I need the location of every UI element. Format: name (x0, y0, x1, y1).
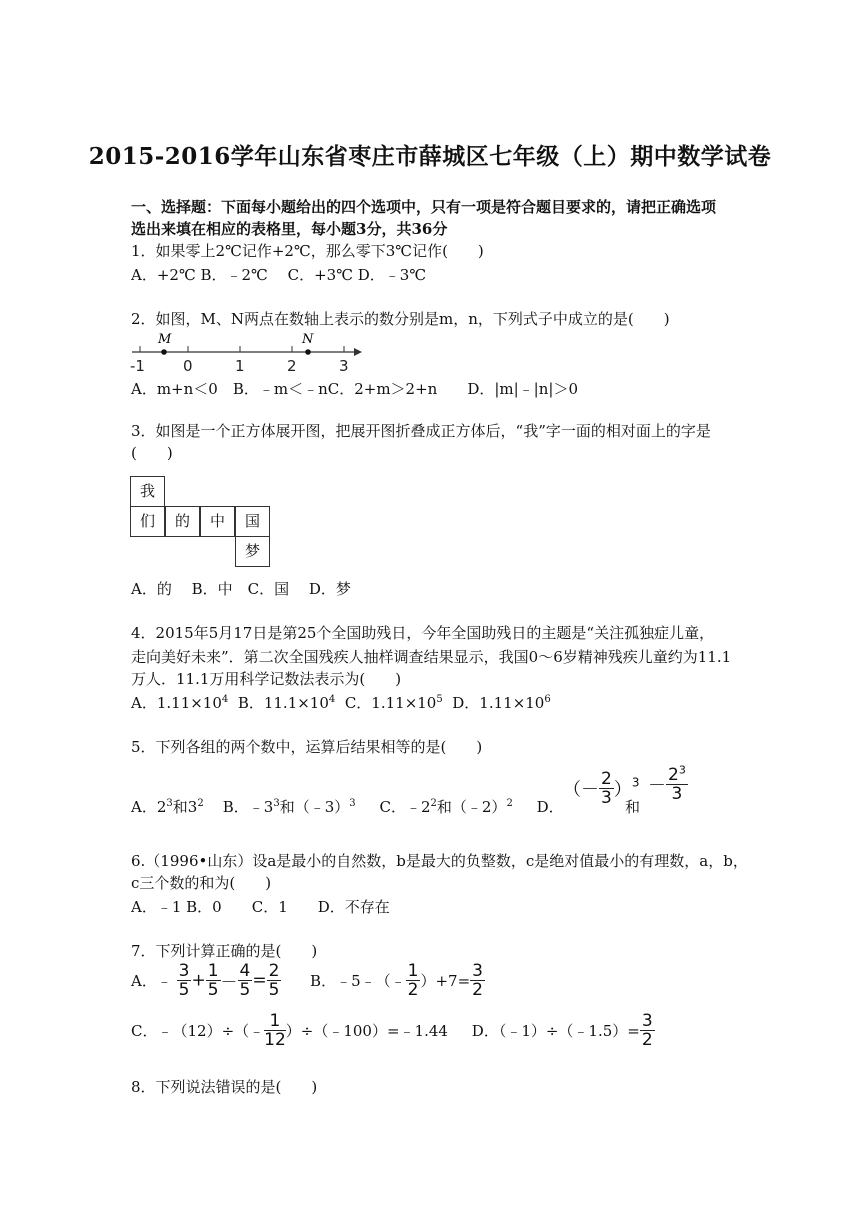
q1-stem: 1．如果零上2℃记作+2℃，那么零下3℃记作( ) (131, 242, 484, 260)
q6-line1: 6.（1996•山东）设a是最小的自然数，b是最大的负整数，c是绝对值最小的有理数，a，b， (131, 852, 748, 870)
q6-options: A．﹣1 B．0 C．1 D．不存在 (131, 898, 390, 916)
tick-label: -1 (130, 357, 145, 375)
cube-net (130, 476, 270, 566)
q5-options-abc: A．$2^3$和$3^2$ B．$﹣3^3$和（﹣3）$^3$ C．$﹣2^2$和（﹣2）$^2$ D． (131, 798, 564, 816)
q3-options: A．的 B．中 C．国 D．梦 (131, 580, 351, 598)
q5-stem: 5．下列各组的两个数中，运算后结果相等的是( ) (131, 738, 483, 756)
tick-label: 2 (287, 357, 297, 375)
q4-line3: 万人．11.1万用科学记数法表示为( ) (131, 670, 402, 688)
q1-options: A．+2℃ B．﹣2℃ C．+3℃ D．﹣3℃ (131, 266, 427, 284)
tick-label: 1 (235, 357, 245, 375)
number-line (128, 330, 368, 376)
tick-label: 0 (183, 357, 193, 375)
label-n: N (302, 332, 314, 347)
q4-line2: 走向美好未来”．第二次全国残疾人抽样调查结果显示，我国0～6岁精神残疾儿童约为11.1 (131, 648, 732, 666)
q6-line2: c三个数的和为( ) (131, 874, 272, 892)
q7-stem: 7．下列计算正确的是( ) (131, 942, 318, 960)
q3-stem-line1: 3．如图是一个正方体展开图，把展开图折叠成正方体后，“我”字一面的相对面上的字是 (131, 422, 711, 440)
net-cell: 的 (165, 506, 200, 537)
q7-options-cd: C．﹣（12）÷（﹣ $\frac{1}{12}$ ）÷（﹣100）=﹣1.44 D．（﹣1）÷（﹣1.5）= $\frac{3}{2}$ (131, 1011, 653, 1050)
q2-options: A．m+n＜0 B．﹣m＜﹣nC．2+m＞2+n D．|m|﹣|n|＞0 (131, 380, 578, 398)
tick-label: 3 (339, 357, 349, 375)
net-cell: 们 (130, 506, 165, 537)
q7-options-ab: A．﹣ $\frac{3}{5}$ + $\frac{1}{5}$ － $\frac{4}{5}$ = $\frac{2}{5}$ B．﹣5﹣（﹣ $\frac{1}{2}$ ）+7= $\frac{3}{2}$ (131, 961, 483, 1000)
net-cell: 国 (235, 506, 270, 537)
q2-stem: 2．如图，M、N两点在数轴上表示的数分别是m，n，下列式子中成立的是( ) (131, 310, 670, 328)
q5-option-d-expr: （－ $\frac{2}{3}$ ）$^3$ (563, 769, 640, 808)
net-cell: 中 (200, 506, 235, 537)
section-heading-line1: 一、选择题：下面每小题给出的四个选项中，只有一项是符合题目要求的，请把正确选项 (131, 198, 717, 216)
q5-option-d-expr2: － $\frac{2^3}{3}$ (648, 763, 686, 804)
label-m: M (158, 332, 172, 347)
section-heading-line2: 选出来填在相应的表格里，每小题3分，共36分 (131, 220, 448, 238)
net-cell: 梦 (235, 536, 270, 567)
q8-stem: 8．下列说法错误的是( ) (131, 1078, 318, 1096)
q5-and: 和 (625, 798, 641, 816)
q4-options: A．$1.11\times 10^4$ B．$11.1\times 10^4$ C．$1.11\times 10^5$ D．$1.11\times 10^6$ (131, 694, 551, 712)
q4-line1: 4．2015年5月17日是第25个全国助残日，今年全国助残日的主题是“关注孤独症儿童， (131, 624, 715, 642)
net-cell: 我 (130, 476, 165, 507)
point-n (305, 349, 311, 355)
point-m (161, 349, 167, 355)
q3-stem-line2: ( ) (131, 444, 173, 462)
page-title: 2015-2016学年山东省枣庄市薛城区七年级（上）期中数学试卷 (88, 143, 772, 170)
